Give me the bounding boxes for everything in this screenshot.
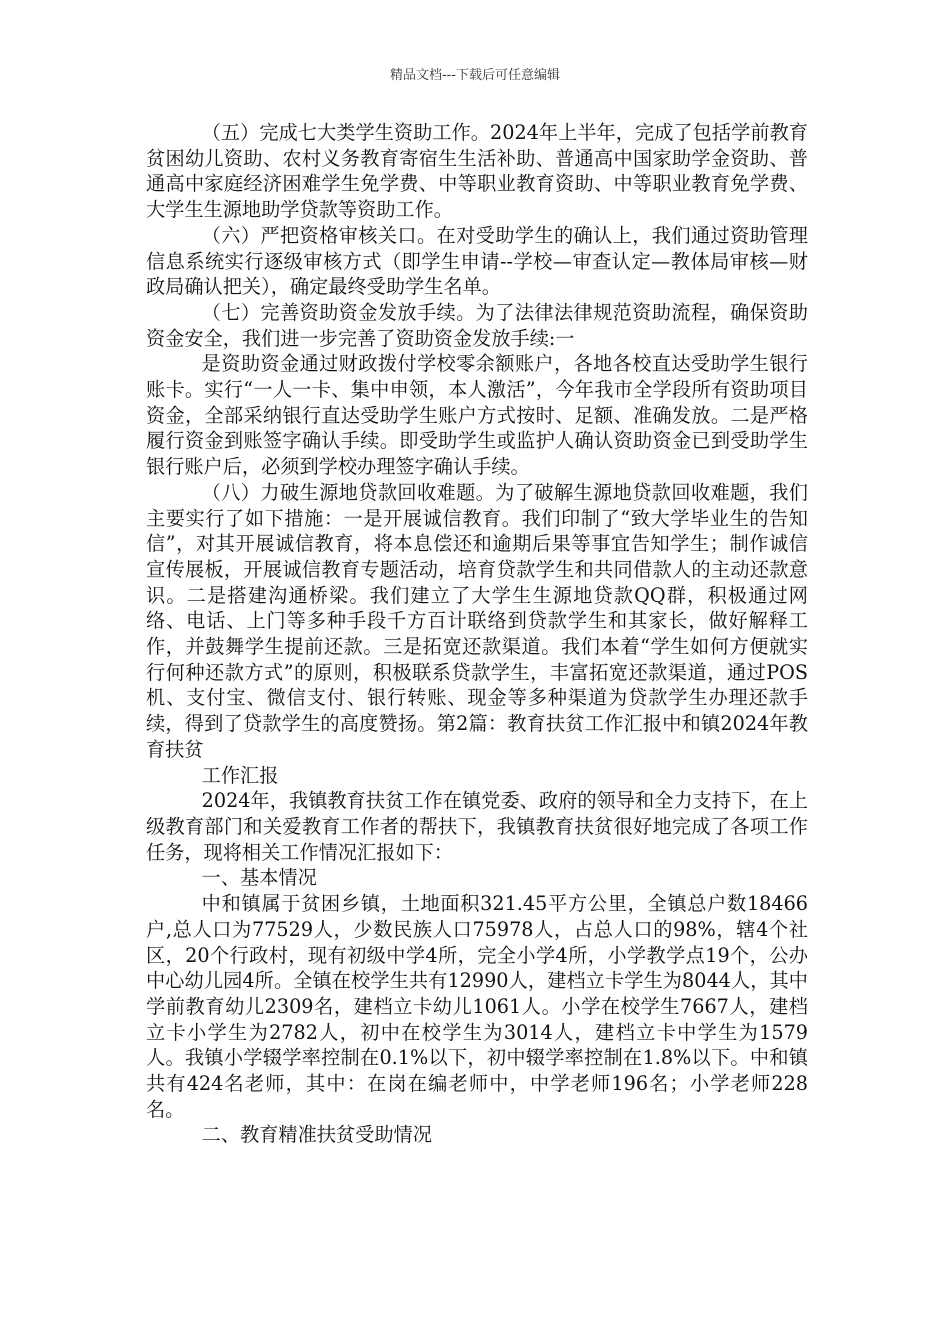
document-body bbox=[146, 120, 808, 1148]
paragraph-basic-situation: 中和镇属于贫困乡镇，土地面积321.45平方公里，全镇总户数18466户,总人口为77529人，少数民族人口75978人，占总人口的98%，辖4个社区，20个行政村，现有初级中学4所，完全小学4所，小学教学点19个，公办中心幼儿园4所。全镇在校学生共有12990人，建档立卡学生为8044人，其中学前教育幼儿2309名，建档立卡幼儿1061人。小学在校学生7667人，建档立卡小学生为2782人，初中在校学生为3014人，建档立卡中学生为1579人。我镇小学辍学率控制在0.1%以下，初中辍学率控制在1.8%以下。中和镇共有424名老师，其中：在岗在编老师中，中学老师196名；小学老师228名。 bbox=[146, 892, 808, 1121]
paragraph-report-intro: 2024年，我镇教育扶贫工作在镇党委、政府的领导和全力支持下，在上级教育部门和关爱教育工作者的帮扶下，我镇教育扶贫很好地完成了各项工作任务，现将相关工作情况汇报如下： bbox=[146, 789, 808, 864]
paragraph-report-title: 工作汇报 bbox=[201, 763, 279, 787]
section-heading-basic-situation: 一、基本情况 bbox=[201, 866, 317, 890]
paragraph-7-continued: 是资助资金通过财政拨付学校零余额账户，各地各校直达受助学生银行账卡。实行“一人一卡、集中申领，本人激活”，今年我市全学段所有资助项目资金，全部采纳银行直达受助学生账户方式按时、足额、准确发放。二是严格履行资金到账签字确认手续。即受助学生或监护人确认资助资金已到受助学生银行账户后，必须到学校办理签字确认手续。 bbox=[146, 352, 808, 479]
section-heading-aid-situation: 二、教育精准扶贫受助情况 bbox=[201, 1123, 432, 1147]
paragraph-6-eligibility-review: （六）严把资格审核关口。在对受助学生的确认上，我们通过资助管理信息系统实行逐级审核方式（即学生申请--学校—审查认定—教体局审核—财政局确认把关），确定最终受助学生名单。 bbox=[146, 223, 808, 299]
paragraph-8-loan-recovery: （八）力破生源地贷款回收难题。为了破解生源地贷款回收难题，我们主要实行了如下措施：一是开展诚信教育。我们印制了“致大学毕业生的告知信”，对其开展诚信教育，将本息偿还和逾期后果等事宜告知学生；制作诚信宣传展板，开展诚信教育专题活动，培育贷款学生和共同借款人的主动还款意识。二是搭建沟通桥梁。我们建立了大学生生源地贷款QQ群，积极通过网络、电话、上门等多种手段千方百计联络到贷款学生和其家长，做好解释工作，并鼓舞学生提前还款。三是拓宽还款渠道。我们本着“学生如何方便就实行何种还款方式”的原则，积极联系贷款学生，丰富拓宽还款渠道，通过POS机、支付宝、微信支付、银行转账、现金等多种渠道为贷款学生办理还款手续，得到了贷款学生的高度赞扬。第2篇：教育扶贫工作汇报中和镇2024年教育扶贫 bbox=[146, 480, 808, 761]
page-header: 精品文档---下载后可任意编辑 bbox=[389, 68, 561, 83]
paragraph-5-student-aid: （五）完成七大类学生资助工作。2024年上半年，完成了包括学前教育贫困幼儿资助、农村义务教育寄宿生生活补助、普通高中国家助学金资助、普通高中家庭经济困难学生免学费、中等职业教育资助、中等职业教育免学费、大学生生源地助学贷款等资助工作。 bbox=[146, 121, 808, 222]
paragraph-7-fund-procedures: （七）完善资助资金发放手续。为了法律法律规范资助流程，确保资助资金安全，我们进一步完善了资助资金发放手续:一 bbox=[146, 300, 808, 350]
